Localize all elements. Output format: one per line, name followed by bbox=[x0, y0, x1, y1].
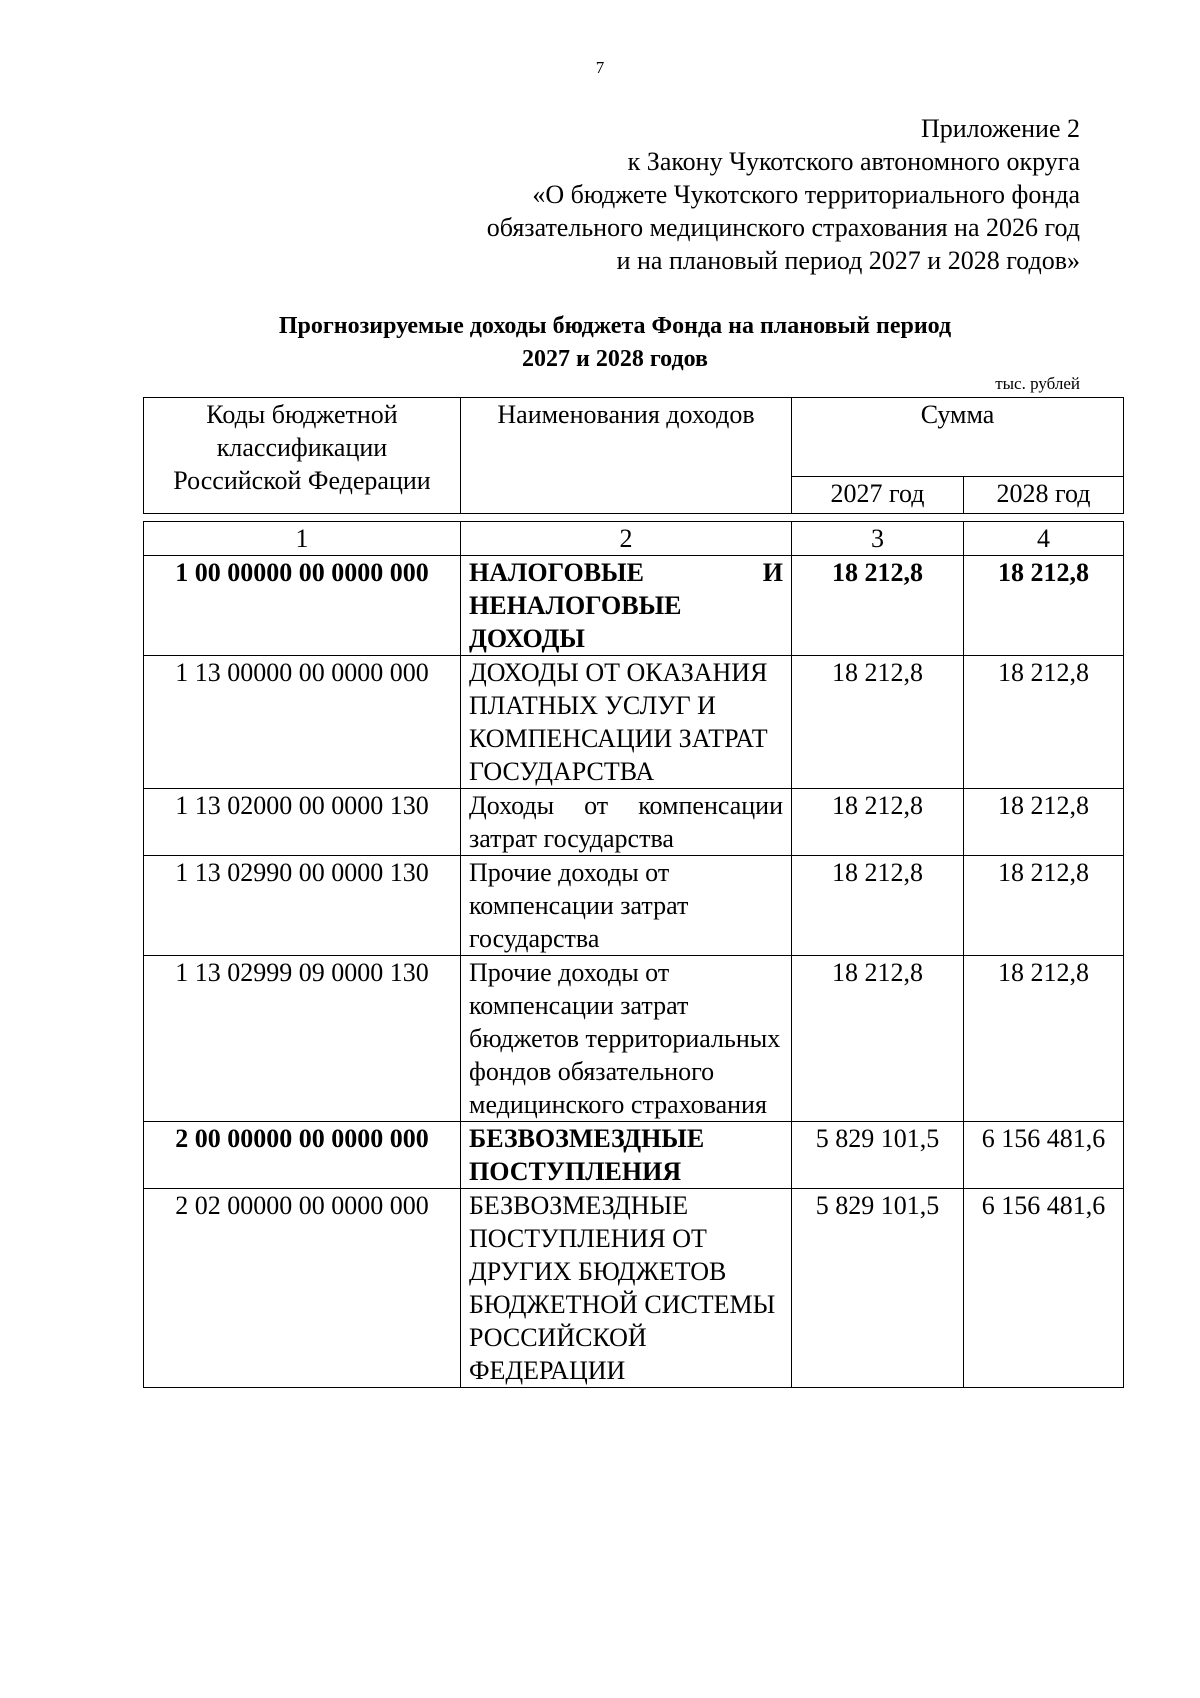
row-value-2028: 18 212,8 bbox=[964, 856, 1124, 956]
row-code: 1 13 02990 00 0000 130 bbox=[144, 856, 461, 956]
table-header bbox=[143, 397, 1124, 514]
table-row bbox=[144, 789, 1124, 856]
header-year-2028: 2028 год bbox=[964, 477, 1124, 514]
row-name: Доходы от компенсации затрат государства bbox=[461, 789, 792, 856]
row-name: БЕЗВОЗМЕЗДНЫЕ ПОСТУПЛЕНИЯ bbox=[461, 1122, 792, 1189]
row-value-2028: 18 212,8 bbox=[964, 656, 1124, 789]
row-value-2027: 18 212,8 bbox=[792, 789, 964, 856]
column-number: 1 bbox=[144, 522, 461, 556]
row-code: 1 00 00000 00 0000 000 bbox=[144, 556, 461, 656]
row-name: НАЛОГОВЫЕ И НЕНАЛОГОВЫЕ ДОХОДЫ bbox=[461, 556, 792, 656]
page-number: 7 bbox=[595, 58, 605, 77]
column-numbers-row bbox=[144, 522, 1124, 556]
income-table bbox=[143, 521, 1124, 1388]
appendix-line: и на плановый период 2027 и 2028 годов» bbox=[616, 246, 1080, 275]
row-value-2027: 18 212,8 bbox=[792, 956, 964, 1122]
document-title bbox=[0, 310, 1200, 376]
row-value-2027: 18 212,8 bbox=[792, 556, 964, 656]
table-row bbox=[144, 656, 1124, 789]
header-sum: Сумма bbox=[792, 398, 1124, 477]
row-code: 1 13 00000 00 0000 000 bbox=[144, 656, 461, 789]
column-number: 2 bbox=[461, 522, 792, 556]
title-line: 2027 и 2028 годов bbox=[522, 346, 708, 372]
row-name: Прочие доходы от компенсации затрат бюджетов территориальных фондов обязательного медицинского страхования bbox=[461, 956, 792, 1122]
appendix-line: к Закону Чукотского автономного округа bbox=[627, 147, 1080, 176]
table-row bbox=[144, 1189, 1124, 1388]
row-name: Прочие доходы от компенсации затрат государства bbox=[461, 856, 792, 956]
appendix-line: «О бюджете Чукотского территориального фонда bbox=[532, 180, 1080, 209]
row-code: 1 13 02999 09 0000 130 bbox=[144, 956, 461, 1122]
header-name: Наименования доходов bbox=[461, 398, 792, 514]
column-number: 3 bbox=[792, 522, 964, 556]
row-value-2027: 5 829 101,5 bbox=[792, 1189, 964, 1388]
table-row bbox=[144, 1122, 1124, 1189]
row-code: 2 00 00000 00 0000 000 bbox=[144, 1122, 461, 1189]
table-row bbox=[144, 956, 1124, 1122]
row-value-2027: 18 212,8 bbox=[792, 856, 964, 956]
row-value-2028: 18 212,8 bbox=[964, 956, 1124, 1122]
row-name: БЕЗВОЗМЕЗДНЫЕ ПОСТУПЛЕНИЯ ОТ ДРУГИХ БЮДЖЕТОВ БЮДЖЕТНОЙ СИСТЕМЫ РОССИЙСКОЙ ФЕДЕРАЦИИ bbox=[461, 1189, 792, 1388]
row-name: ДОХОДЫ ОТ ОКАЗАНИЯ ПЛАТНЫХ УСЛУГ И КОМПЕНСАЦИИ ЗАТРАТ ГОСУДАРСТВА bbox=[461, 656, 792, 789]
header-year-2027: 2027 год bbox=[792, 477, 964, 514]
row-code: 1 13 02000 00 0000 130 bbox=[144, 789, 461, 856]
table-row bbox=[144, 856, 1124, 956]
row-value-2027: 18 212,8 bbox=[792, 656, 964, 789]
units-label: тыс. рублей bbox=[995, 374, 1080, 393]
row-value-2028: 18 212,8 bbox=[964, 556, 1124, 656]
title-line: Прогнозируемые доходы бюджета Фонда на плановый период bbox=[278, 313, 952, 339]
row-value-2028: 6 156 481,6 bbox=[964, 1122, 1124, 1189]
row-code: 2 02 00000 00 0000 000 bbox=[144, 1189, 461, 1388]
appendix-line: обязательного медицинского страхования на 2026 год bbox=[486, 213, 1080, 242]
appendix-line: Приложение 2 bbox=[920, 114, 1080, 143]
table-row bbox=[144, 556, 1124, 656]
header-code: Коды бюджетной классификации Российской Федерации bbox=[144, 398, 461, 514]
row-value-2027: 5 829 101,5 bbox=[792, 1122, 964, 1189]
appendix-header bbox=[487, 112, 1080, 277]
row-value-2028: 6 156 481,6 bbox=[964, 1189, 1124, 1388]
column-number: 4 bbox=[964, 522, 1124, 556]
row-value-2028: 18 212,8 bbox=[964, 789, 1124, 856]
